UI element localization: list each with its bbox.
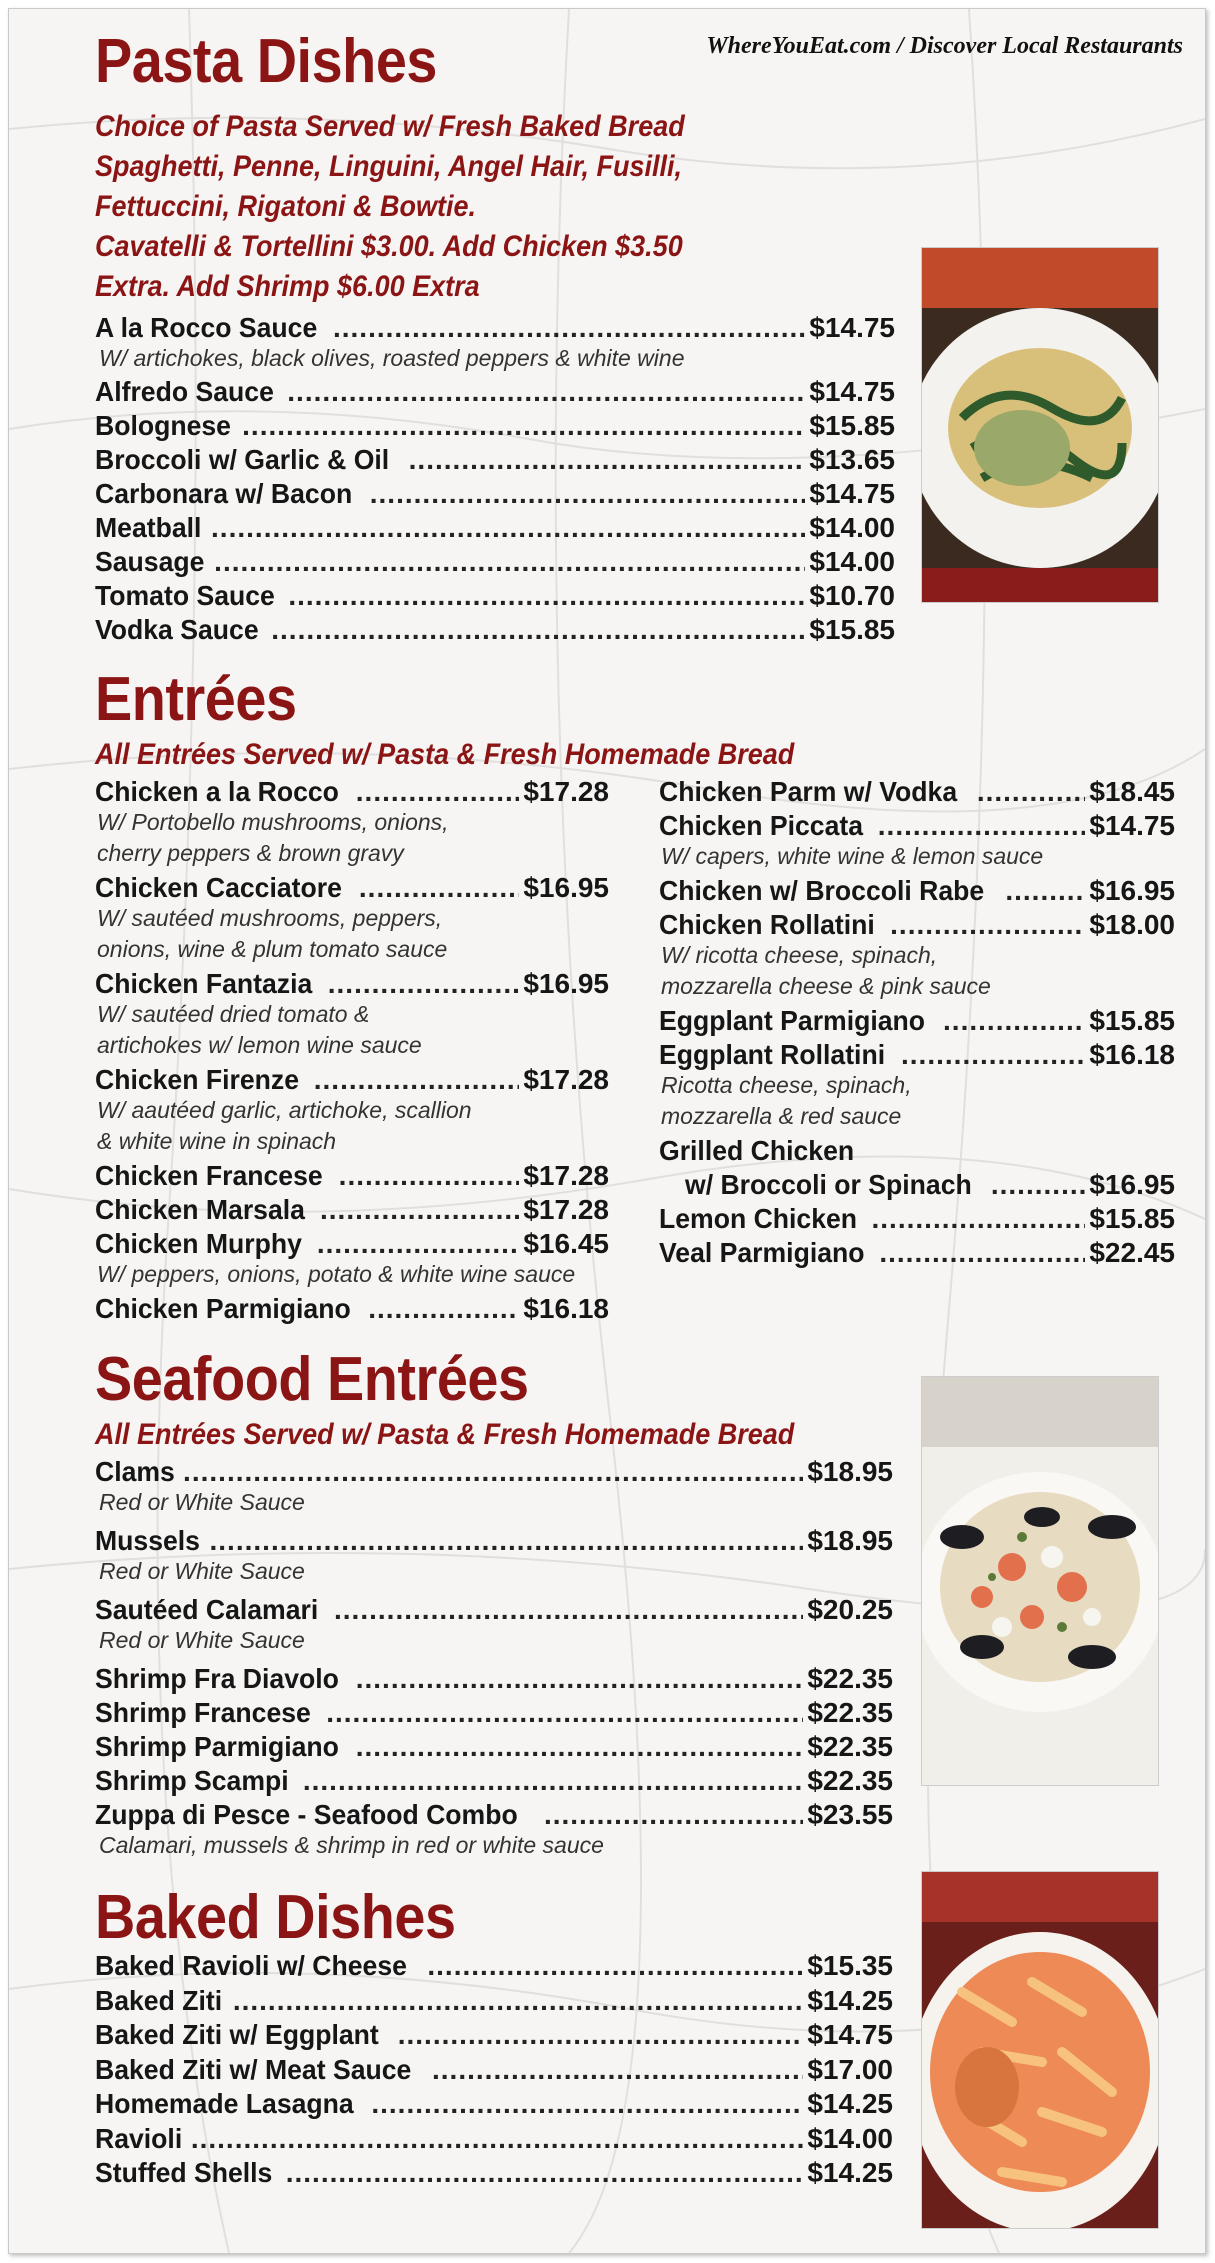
menu-item-row (95, 871, 609, 905)
menu-item-price: $14.25 (807, 1984, 893, 2016)
menu-item-row (95, 1593, 893, 1627)
pasta-subtitle-line: Fettuccini, Rigatoni & Bowtie. (95, 190, 477, 223)
menu-item-name: Chicken Parm w/ Vodka (659, 776, 958, 807)
seafood-subtitle: All Entrées Served w/ Pasta & Fresh Homemade Bread (95, 1418, 795, 1451)
menu-item-description: Red or White Sauce (99, 1627, 305, 1653)
menu-item-name: A la Rocco Sauce (95, 312, 318, 343)
menu-item-price: $16.95 (1089, 1169, 1175, 1200)
menu-item-row (659, 908, 1175, 942)
menu-item-description: W/ ricotta cheese, spinach, (661, 942, 938, 968)
dot-leader (878, 809, 1086, 843)
baked-title: Baked Dishes (95, 1883, 456, 1952)
menu-item-row (95, 613, 895, 647)
dot-leader (890, 908, 1085, 942)
dot-leader (314, 1063, 520, 1097)
menu-item-price: $18.45 (1089, 776, 1175, 807)
menu-item-name: Shrimp Parmigiano (95, 1731, 339, 1762)
menu-item-name: Eggplant Parmigiano (659, 1005, 926, 1036)
dot-leader (271, 613, 805, 647)
menu-item-description: W/ aautéed garlic, artichoke, scallion (97, 1097, 472, 1123)
menu-item-price: $14.75 (809, 312, 895, 343)
menu-item-name: Chicken Fantazia (95, 968, 313, 999)
menu-item-name: Chicken Rollatini (659, 909, 875, 940)
menu-item-description: W/ sautéed dried tomato & (97, 1001, 370, 1027)
dot-leader (359, 871, 519, 905)
dot-leader (356, 1662, 804, 1696)
menu-item-name: w/ Broccoli or Spinach (685, 1169, 972, 1200)
menu-item-name: Baked Ziti (95, 1984, 223, 2016)
dot-leader (356, 1730, 804, 1764)
menu-item-description: W/ Portobello mushrooms, onions, (97, 809, 449, 835)
menu-item-price: $14.25 (807, 2088, 893, 2119)
menu-item-row (95, 775, 609, 809)
menu-item-price: $14.75 (1089, 810, 1175, 841)
menu-item-row (95, 545, 895, 579)
menu-item-row (95, 1159, 609, 1193)
dot-leader (398, 2018, 804, 2052)
menu-item-price: $14.00 (809, 546, 895, 577)
menu-item-row (685, 1168, 1175, 1202)
menu-item-price: $14.75 (807, 2019, 893, 2050)
menu-item-row (659, 1004, 1175, 1038)
menu-item-description: Ricotta cheese, spinach, (661, 1072, 912, 1098)
menu-item-name: Carbonara w/ Bacon (95, 478, 353, 509)
menu-item-name: Sautéed Calamari (95, 1594, 319, 1625)
menu-item-price: $17.28 (523, 776, 609, 807)
menu-item-price: $17.28 (523, 1194, 609, 1225)
menu-item-name: Shrimp Francese (95, 1697, 311, 1728)
menu-item-name: Stuffed Shells (95, 2157, 273, 2188)
menu-item-price: $14.75 (809, 478, 895, 509)
dot-leader (211, 511, 805, 545)
pasta-subtitle-line: Extra. Add Shrimp $6.00 Extra (95, 270, 480, 303)
menu-item-name: Chicken Cacciatore (95, 872, 342, 903)
menu-item-price: $16.18 (1089, 1039, 1175, 1070)
menu-item-price: $22.45 (1089, 1237, 1175, 1268)
menu-item-row (95, 409, 895, 443)
menu-item-name: Homemade Lasagna (95, 2088, 354, 2119)
menu-item-price: $17.00 (807, 2053, 893, 2085)
entrees-subtitle: All Entrées Served w/ Pasta & Fresh Homemade Bread (95, 738, 795, 771)
menu-item-row (95, 1524, 893, 1558)
menu-item-row (659, 1134, 1175, 1168)
menu-item-description: Red or White Sauce (99, 1489, 305, 1515)
menu-item-price: $18.95 (807, 1525, 893, 1556)
menu-item-name: Veal Parmigiano (659, 1237, 865, 1268)
menu-item-price: $22.35 (807, 1697, 893, 1728)
menu-item-price: $14.75 (809, 376, 895, 407)
menu-item-row (659, 1038, 1175, 1072)
pasta-title: Pasta Dishes (95, 27, 437, 96)
dot-leader (977, 775, 1086, 809)
menu-item-name: Alfredo Sauce (95, 376, 274, 407)
menu-item-price: $17.28 (523, 1160, 609, 1191)
menu-item-price: $15.85 (1089, 1203, 1175, 1234)
dot-leader (317, 1227, 520, 1261)
menu-item-row (95, 1193, 609, 1227)
menu-item-price: $16.95 (1089, 875, 1175, 906)
menu-item-price: $14.00 (809, 512, 895, 543)
dot-leader (333, 311, 805, 345)
menu-item-name: Bolognese (95, 410, 231, 441)
menu-item-description: W/ sautéed mushrooms, peppers, (97, 905, 443, 931)
dot-leader (287, 375, 805, 409)
menu-item-name: Grilled Chicken (659, 1135, 855, 1166)
dot-leader (288, 579, 805, 613)
menu-item-row (95, 477, 895, 511)
menu-item-name: Baked Ziti w/ Meat Sauce (95, 2053, 412, 2085)
menu-item-description: mozzarella cheese & pink sauce (661, 973, 991, 999)
menu-item-row (95, 1292, 609, 1326)
dot-leader (286, 2156, 804, 2190)
menu-item-row (95, 2122, 893, 2156)
menu-item-name: Ravioli (95, 2122, 183, 2154)
dot-leader (334, 1593, 803, 1627)
menu-item-price: $23.55 (807, 1799, 893, 1830)
pasta-subtitle-line: Spaghetti, Penne, Linguini, Angel Hair, Fusilli, (95, 150, 683, 183)
menu-item-price: $22.35 (807, 1765, 893, 1796)
menu-item-price: $13.65 (809, 444, 895, 475)
menu-item-price: $16.95 (523, 872, 609, 903)
menu-item-description: W/ peppers, onions, potato & white wine sauce (97, 1261, 576, 1287)
menu-item-name: Clams (95, 1456, 175, 1487)
dot-leader (339, 1159, 520, 1193)
menu-item-row (95, 1696, 893, 1730)
menu-item-price: $15.85 (809, 614, 895, 645)
seafood-pasta-photo (921, 1376, 1159, 1786)
dot-leader (409, 443, 806, 477)
menu-item-row (95, 579, 895, 613)
menu-item-row (95, 1984, 893, 2018)
menu-item-price: $18.00 (1089, 909, 1175, 940)
menu-item-row (95, 311, 895, 345)
dot-leader (368, 1292, 519, 1326)
dot-leader (991, 1168, 1086, 1202)
menu-item-name: Chicken Murphy (95, 1228, 302, 1259)
menu-item-name: Zuppa di Pesce - Seafood Combo (95, 1799, 518, 1830)
entrees-title: Entrées (95, 665, 297, 734)
menu-item-name: Chicken Parmigiano (95, 1293, 351, 1324)
menu-item-description: artichokes w/ lemon wine sauce (97, 1032, 422, 1058)
menu-item-price: $22.35 (807, 1663, 893, 1694)
menu-item-name: Tomato Sauce (95, 580, 275, 611)
dot-leader (214, 545, 805, 579)
menu-item-description: Calamari, mussels & shrimp in red or white sauce (99, 1832, 604, 1858)
menu-item-name: Chicken Marsala (95, 1194, 305, 1225)
menu-item-price: $18.95 (807, 1456, 893, 1487)
menu-item-price: $15.85 (809, 410, 895, 441)
dot-leader (233, 1984, 804, 2018)
menu-item-price: $22.35 (807, 1731, 893, 1762)
menu-item-description: W/ capers, white wine & lemon sauce (661, 843, 1044, 869)
pasta-subtitle-line: Choice of Pasta Served w/ Fresh Baked Bread (95, 110, 685, 143)
dot-leader (371, 2087, 803, 2121)
penne-vodka-photo (921, 1871, 1159, 2229)
dot-leader (191, 2122, 804, 2156)
dot-leader (326, 1696, 803, 1730)
menu-item-row (95, 1798, 893, 1832)
menu-item-row (95, 1662, 893, 1696)
pasta-dish-photo (921, 247, 1159, 603)
menu-item-description: onions, wine & plum tomato sauce (97, 936, 448, 962)
menu-item-price: $14.00 (807, 2122, 893, 2154)
menu-item-price: $17.28 (523, 1064, 609, 1095)
menu-item-row (95, 375, 895, 409)
dot-leader (901, 1038, 1085, 1072)
menu-item-name: Chicken w/ Broccoli Rabe (659, 875, 985, 906)
menu-item-name: Chicken Piccata (659, 810, 864, 841)
menu-item-name: Baked Ravioli w/ Cheese (95, 1950, 407, 1981)
site-header[interactable]: WhereYouEat.com / Discover Local Restaurants (706, 33, 1183, 59)
dot-leader (1005, 874, 1085, 908)
pasta-subtitle-line: Cavatelli & Tortellini $3.00. Add Chicken $3.50 (95, 230, 683, 263)
menu-item-price: $10.70 (809, 580, 895, 611)
dot-leader (432, 2053, 803, 2087)
menu-item-description: W/ artichokes, black olives, roasted peppers & white wine (99, 345, 685, 371)
menu-item-row (659, 1202, 1175, 1236)
dot-leader (879, 1236, 1085, 1270)
menu-item-row (95, 1730, 893, 1764)
menu-item-row (95, 1227, 609, 1261)
menu-item-price: $16.45 (523, 1228, 609, 1259)
dot-leader (303, 1764, 804, 1798)
menu-item-row (95, 1764, 893, 1798)
menu-item-row (659, 874, 1175, 908)
dot-leader (943, 1004, 1085, 1038)
menu-item-price: $15.85 (1089, 1005, 1175, 1036)
menu-item-row (659, 775, 1175, 809)
menu-item-name: Vodka Sauce (95, 614, 259, 645)
menu-item-name: Eggplant Rollatini (659, 1039, 886, 1070)
menu-item-name: Chicken Francese (95, 1160, 323, 1191)
seafood-title: Seafood Entrées (95, 1345, 529, 1414)
menu-item-row (95, 1455, 893, 1489)
menu-item-row (95, 1063, 609, 1097)
menu-page (8, 8, 1206, 2254)
dot-leader (356, 775, 520, 809)
menu-item-name: Meatball (95, 512, 202, 543)
menu-item-name: Shrimp Fra Diavolo (95, 1663, 339, 1694)
menu-item-row (659, 1236, 1175, 1270)
menu-item-row (95, 443, 895, 477)
dot-leader (242, 409, 805, 443)
menu-item-name: Chicken a la Rocco (95, 776, 339, 807)
dot-leader (544, 1798, 803, 1832)
menu-item-row (95, 2053, 893, 2087)
menu-item-description: cherry peppers & brown gravy (97, 840, 404, 866)
menu-item-row (95, 1949, 893, 1983)
menu-item-row (95, 2156, 893, 2190)
menu-item-description: Red or White Sauce (99, 1558, 305, 1584)
menu-item-row (95, 2018, 893, 2052)
menu-item-price: $14.25 (807, 2157, 893, 2188)
dot-leader (871, 1202, 1085, 1236)
dot-leader (427, 1949, 803, 1983)
dot-leader (328, 967, 520, 1001)
menu-item-row (95, 967, 609, 1001)
menu-item-name: Shrimp Scampi (95, 1765, 289, 1796)
dot-leader (183, 1455, 803, 1489)
dot-leader (210, 1524, 804, 1558)
dot-leader (320, 1193, 519, 1227)
menu-item-row (659, 809, 1175, 843)
menu-item-price: $20.25 (807, 1594, 893, 1625)
menu-item-name: Mussels (95, 1525, 200, 1556)
menu-item-name: Broccoli w/ Garlic & Oil (95, 444, 390, 475)
menu-item-name: Lemon Chicken (659, 1203, 858, 1234)
menu-item-row (95, 511, 895, 545)
menu-item-price: $16.95 (523, 968, 609, 999)
menu-item-name: Chicken Firenze (95, 1064, 299, 1095)
dot-leader (370, 477, 806, 511)
menu-item-price: $16.18 (523, 1293, 609, 1324)
menu-item-name: Sausage (95, 546, 205, 577)
menu-item-price: $15.35 (807, 1950, 893, 1981)
menu-item-description: & white wine in spinach (97, 1128, 337, 1154)
menu-item-row (95, 2087, 893, 2121)
menu-item-name: Baked Ziti w/ Eggplant (95, 2019, 379, 2050)
menu-item-description: mozzarella & red sauce (661, 1103, 902, 1129)
